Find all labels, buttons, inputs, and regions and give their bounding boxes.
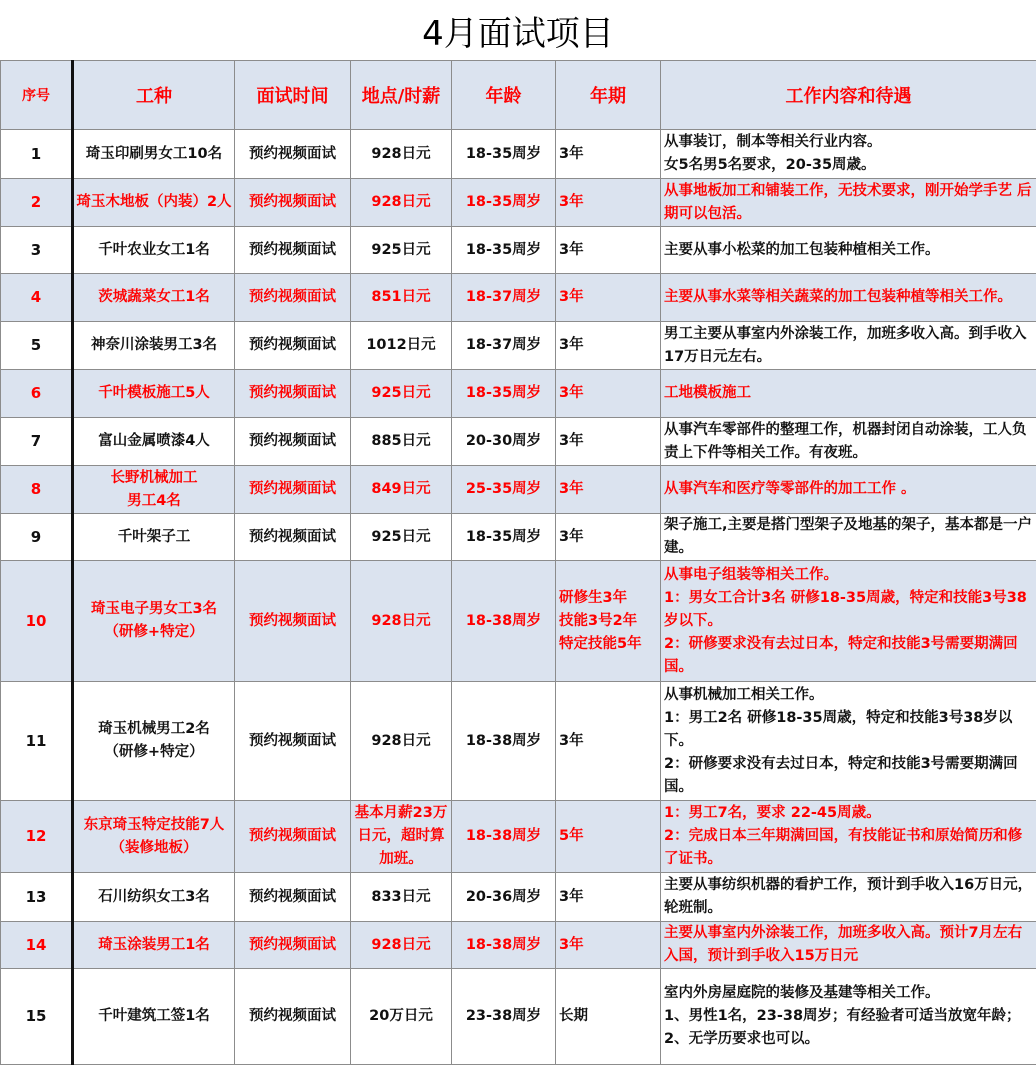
table-row bbox=[1, 322, 1036, 370]
cell-time: 预约视频面试 bbox=[235, 274, 351, 322]
cell-job: 茨城蔬菜女工1名 bbox=[73, 274, 235, 322]
table-row bbox=[1, 370, 1036, 418]
header-desc: 工作内容和待遇 bbox=[661, 61, 1036, 130]
cell-term: 研修生3年 技能3号2年 特定技能5年 bbox=[556, 561, 661, 682]
cell-time: 预约视频面试 bbox=[235, 514, 351, 561]
cell-job: 千叶模板施工5人 bbox=[73, 370, 235, 418]
table-row bbox=[1, 873, 1036, 922]
cell-desc: 主要从事水菜等相关蔬菜的加工包装种植等相关工作。 bbox=[661, 274, 1036, 322]
header-time: 面试时间 bbox=[235, 61, 351, 130]
cell-time: 预约视频面试 bbox=[235, 418, 351, 466]
cell-no: 14 bbox=[1, 922, 73, 969]
table-row bbox=[1, 922, 1036, 969]
cell-term: 3年 bbox=[556, 466, 661, 514]
cell-term: 3年 bbox=[556, 682, 661, 801]
cell-time: 预约视频面试 bbox=[235, 873, 351, 922]
cell-time: 预约视频面试 bbox=[235, 370, 351, 418]
cell-age: 18-37周岁 bbox=[452, 322, 556, 370]
cell-desc: 架子施工,主要是搭门型架子及地基的架子，基本都是一户建。 bbox=[661, 514, 1036, 561]
cell-term: 3年 bbox=[556, 873, 661, 922]
header-term: 年期 bbox=[556, 61, 661, 130]
cell-term: 长期 bbox=[556, 969, 661, 1065]
table-row bbox=[1, 969, 1036, 1065]
table-row bbox=[1, 227, 1036, 274]
cell-wage: 928日元 bbox=[351, 130, 452, 179]
cell-time: 预约视频面试 bbox=[235, 179, 351, 227]
table-row bbox=[1, 514, 1036, 561]
cell-job: 琦玉印刷男女工10名 bbox=[73, 130, 235, 179]
cell-desc: 从事汽车零部件的整理工作，机器封闭自动涂装，工人负责上下件等相关工作。有夜班。 bbox=[661, 418, 1036, 466]
table-row bbox=[1, 801, 1036, 873]
cell-job: 琦玉木地板（内装）2人 bbox=[73, 179, 235, 227]
cell-no: 3 bbox=[1, 227, 73, 274]
header-job: 工种 bbox=[73, 61, 235, 130]
cell-term: 3年 bbox=[556, 130, 661, 179]
table-row bbox=[1, 466, 1036, 514]
cell-no: 1 bbox=[1, 130, 73, 179]
cell-age: 18-35周岁 bbox=[452, 179, 556, 227]
cell-job: 石川纺织女工3名 bbox=[73, 873, 235, 922]
table-row bbox=[1, 418, 1036, 466]
cell-time: 预约视频面试 bbox=[235, 801, 351, 873]
cell-desc: 男工主要从事室内外涂装工作，加班多收入高。到手收入17万日元左右。 bbox=[661, 322, 1036, 370]
cell-wage: 833日元 bbox=[351, 873, 452, 922]
cell-desc: 主要从事室内外涂装工作，加班多收入高。预计7月左右入国，预计到手收入15万日元 bbox=[661, 922, 1036, 969]
header-row bbox=[1, 61, 1036, 130]
cell-job: 琦玉涂装男工1名 bbox=[73, 922, 235, 969]
cell-desc: 工地模板施工 bbox=[661, 370, 1036, 418]
cell-job: 长野机械加工 男工4名 bbox=[73, 466, 235, 514]
interview-table bbox=[0, 60, 1036, 1065]
cell-time: 预约视频面试 bbox=[235, 561, 351, 682]
cell-age: 18-38周岁 bbox=[452, 922, 556, 969]
cell-time: 预约视频面试 bbox=[235, 922, 351, 969]
cell-wage: 851日元 bbox=[351, 274, 452, 322]
cell-no: 7 bbox=[1, 418, 73, 466]
cell-desc: 从事机械加工相关工作。 1：男工2名 研修18-35周歳，特定和技能3号38岁以下。 2：研修要求没有去过日本，特定和技能3号需要期满回国。 bbox=[661, 682, 1036, 801]
cell-time: 预约视频面试 bbox=[235, 322, 351, 370]
cell-no: 13 bbox=[1, 873, 73, 922]
cell-age: 25-35周岁 bbox=[452, 466, 556, 514]
header-age: 年龄 bbox=[452, 61, 556, 130]
table-row bbox=[1, 561, 1036, 682]
cell-time: 预约视频面试 bbox=[235, 130, 351, 179]
cell-no: 12 bbox=[1, 801, 73, 873]
cell-desc: 主要从事纺织机器的看护工作，预计到手收入16万日元，轮班制。 bbox=[661, 873, 1036, 922]
cell-desc: 1：男工7名，要求 22-45周歳。 2：完成日本三年期满回国，有技能证书和原始简历和修了证书。 bbox=[661, 801, 1036, 873]
cell-age: 18-35周岁 bbox=[452, 514, 556, 561]
cell-term: 3年 bbox=[556, 227, 661, 274]
cell-age: 18-38周岁 bbox=[452, 561, 556, 682]
cell-wage: 925日元 bbox=[351, 370, 452, 418]
cell-no: 5 bbox=[1, 322, 73, 370]
cell-job: 琦玉机械男工2名 （研修+特定） bbox=[73, 682, 235, 801]
cell-job: 千叶架子工 bbox=[73, 514, 235, 561]
cell-term: 3年 bbox=[556, 418, 661, 466]
cell-wage: 928日元 bbox=[351, 922, 452, 969]
cell-wage: 基本月薪23万日元，超时算加班。 bbox=[351, 801, 452, 873]
cell-wage: 925日元 bbox=[351, 227, 452, 274]
cell-no: 8 bbox=[1, 466, 73, 514]
cell-desc: 从事装订，制本等相关行业内容。 女5名男5名要求，20-35周歳。 bbox=[661, 130, 1036, 179]
cell-time: 预约视频面试 bbox=[235, 466, 351, 514]
cell-term: 3年 bbox=[556, 922, 661, 969]
table-row bbox=[1, 682, 1036, 801]
cell-wage: 885日元 bbox=[351, 418, 452, 466]
cell-time: 预约视频面试 bbox=[235, 227, 351, 274]
cell-no: 2 bbox=[1, 179, 73, 227]
cell-no: 11 bbox=[1, 682, 73, 801]
header-no: 序号 bbox=[1, 61, 73, 130]
cell-wage: 928日元 bbox=[351, 179, 452, 227]
cell-desc: 室内外房屋庭院的装修及基建等相关工作。 1、男性1名，23-38周岁；有经验者可适当放宽年龄； 2、无学历要求也可以。 bbox=[661, 969, 1036, 1065]
cell-desc: 从事汽车和医疗等零部件的加工工作 。 bbox=[661, 466, 1036, 514]
cell-age: 18-38周岁 bbox=[452, 801, 556, 873]
cell-term: 3年 bbox=[556, 322, 661, 370]
table-row bbox=[1, 130, 1036, 179]
cell-no: 9 bbox=[1, 514, 73, 561]
cell-no: 6 bbox=[1, 370, 73, 418]
table-row bbox=[1, 274, 1036, 322]
cell-age: 18-37周岁 bbox=[452, 274, 556, 322]
header-wage: 地点/时薪 bbox=[351, 61, 452, 130]
cell-job: 神奈川涂装男工3名 bbox=[73, 322, 235, 370]
cell-no: 4 bbox=[1, 274, 73, 322]
cell-age: 18-38周岁 bbox=[452, 682, 556, 801]
cell-desc: 从事地板加工和铺装工作，无技术要求，刚开始学手艺 后期可以包活。 bbox=[661, 179, 1036, 227]
cell-job: 琦玉电子男女工3名 （研修+特定） bbox=[73, 561, 235, 682]
cell-desc: 从事电子组装等相关工作。 1：男女工合计3名 研修18-35周歳，特定和技能3号38岁以下。 2：研修要求没有去过日本，特定和技能3号需要期满回国。 bbox=[661, 561, 1036, 682]
cell-time: 预约视频面试 bbox=[235, 682, 351, 801]
cell-age: 20-30周岁 bbox=[452, 418, 556, 466]
cell-wage: 1012日元 bbox=[351, 322, 452, 370]
cell-term: 3年 bbox=[556, 274, 661, 322]
cell-term: 3年 bbox=[556, 179, 661, 227]
cell-term: 3年 bbox=[556, 514, 661, 561]
cell-wage: 928日元 bbox=[351, 561, 452, 682]
cell-wage: 928日元 bbox=[351, 682, 452, 801]
cell-job: 千叶农业女工1名 bbox=[73, 227, 235, 274]
cell-time: 预约视频面试 bbox=[235, 969, 351, 1065]
cell-age: 18-35周岁 bbox=[452, 130, 556, 179]
cell-age: 18-35周岁 bbox=[452, 370, 556, 418]
cell-wage: 925日元 bbox=[351, 514, 452, 561]
cell-job: 东京琦玉特定技能7人 （装修地板） bbox=[73, 801, 235, 873]
cell-age: 18-35周岁 bbox=[452, 227, 556, 274]
sheet-title: 4月面试项目 bbox=[422, 13, 614, 54]
cell-wage: 20万日元 bbox=[351, 969, 452, 1065]
cell-term: 3年 bbox=[556, 370, 661, 418]
cell-no: 15 bbox=[1, 969, 73, 1065]
cell-age: 20-36周岁 bbox=[452, 873, 556, 922]
cell-age: 23-38周岁 bbox=[452, 969, 556, 1065]
cell-desc: 主要从事小松菜的加工包装种植相关工作。 bbox=[661, 227, 1036, 274]
table-row bbox=[1, 179, 1036, 227]
cell-job: 千叶建筑工签1名 bbox=[73, 969, 235, 1065]
cell-wage: 849日元 bbox=[351, 466, 452, 514]
cell-term: 5年 bbox=[556, 801, 661, 873]
cell-no: 10 bbox=[1, 561, 73, 682]
cell-job: 富山金属喷漆4人 bbox=[73, 418, 235, 466]
